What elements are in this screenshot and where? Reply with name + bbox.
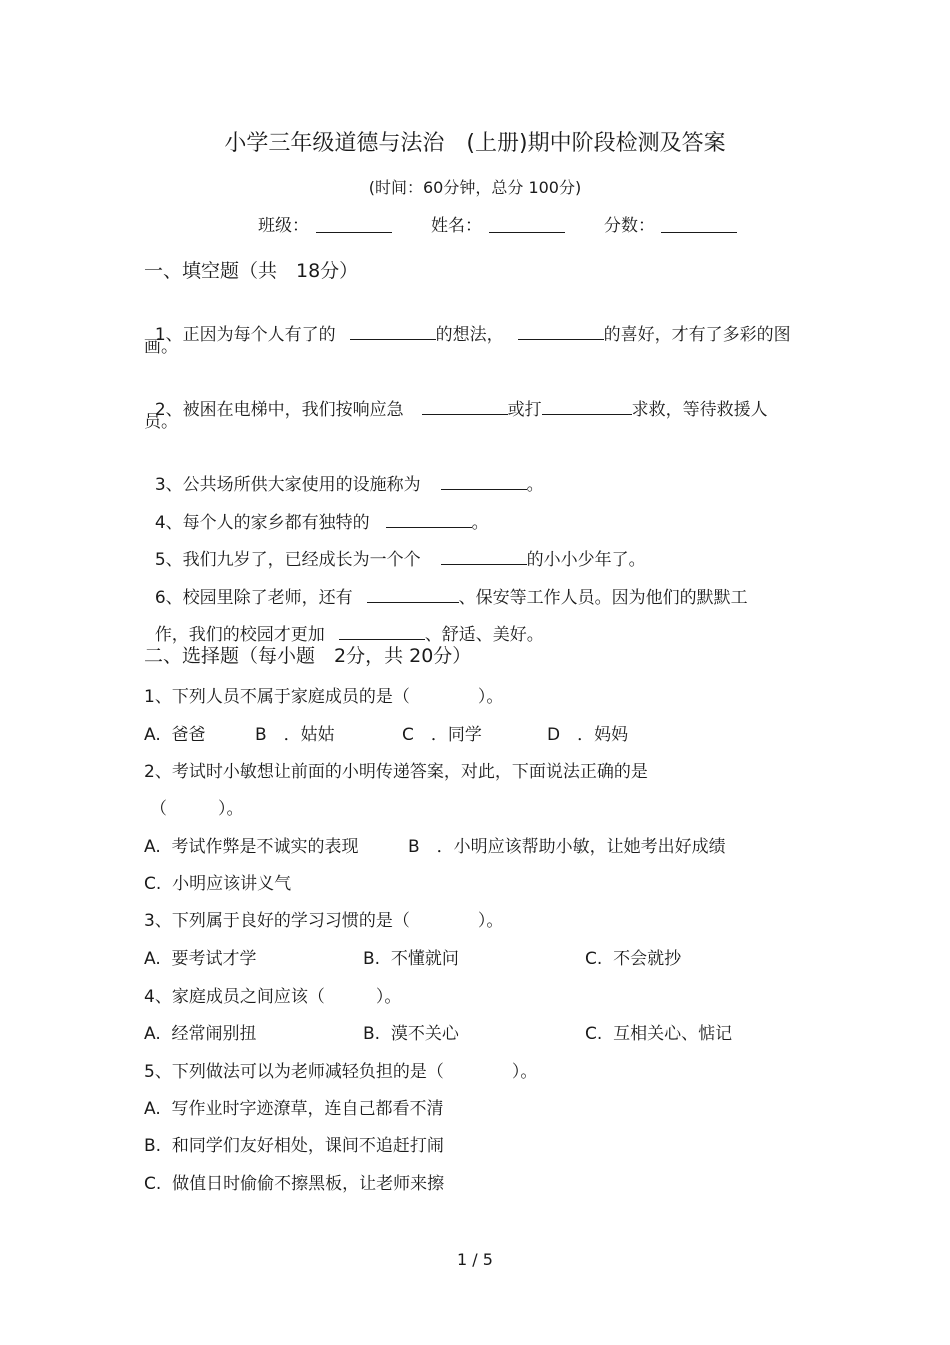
question — [144, 299, 791, 346]
name-blank — [489, 214, 565, 233]
question-text: 的想法， — [435, 325, 504, 345]
option-c: C. 小明应该讲义气 — [144, 874, 292, 894]
question-text: 2、被困在电梯中，我们按响应急 — [154, 400, 404, 420]
page-number: 1 / 5 — [457, 1250, 493, 1269]
question: 4、家庭成员之间应该（ ）。 — [144, 987, 402, 1007]
section1-heading: 一、填空题（共 18分） — [144, 260, 359, 282]
question-text: 。 — [526, 475, 544, 495]
question-continuation: 画。 — [144, 337, 178, 357]
option-b: B ．姑姑 — [255, 725, 335, 745]
question: 1、下列人员不属于家庭成员的是（ ）。 — [144, 687, 504, 707]
option-c: C ．同学 — [402, 725, 482, 745]
answer-blank — [518, 321, 604, 340]
question — [144, 374, 768, 421]
question-text: 作，我们的校园才更加 — [154, 625, 325, 645]
question-text: 1、正因为每个人有了的 — [154, 325, 336, 345]
option-b: B. 不懂就问 — [363, 949, 459, 969]
answer-blank — [542, 396, 632, 415]
name-label: 姓名： — [431, 216, 482, 236]
question-text: 求救，等待救援人 — [631, 400, 768, 420]
option-a: A. 写作业时字迹潦草，连自己都看不清 — [144, 1099, 444, 1119]
section2-heading: 二、选择题（每小题 2分，共 20分） — [144, 645, 472, 667]
option-b: B. 和同学们友好相处，课间不追赶打闹 — [144, 1136, 444, 1156]
class-blank — [316, 214, 392, 233]
question-text: 。 — [471, 513, 489, 533]
question-continuation: 员。 — [144, 412, 178, 432]
score-label: 分数： — [604, 216, 655, 236]
question-text: 、保安等工作人员。因为他们的默默工 — [458, 588, 748, 608]
answer-paren: （ ）。 — [150, 799, 244, 819]
option-a: A. 要考试才学 — [144, 949, 257, 969]
question-text: 的喜好，才有了多彩的图 — [603, 325, 791, 345]
question-text: 4、每个人的家乡都有独特的 — [154, 513, 370, 533]
question-text: 6、校园里除了老师，还有 — [154, 588, 353, 608]
class-label: 班级： — [258, 216, 309, 236]
option-d: D ．妈妈 — [547, 725, 629, 745]
option-c: C. 不会就抄 — [585, 949, 682, 969]
exam-info-time-score: (时间：60分钟，总分 100分) — [368, 178, 582, 197]
question-text: 或打 — [507, 400, 542, 420]
question-text: 5、我们九岁了，已经成长为一个个 — [154, 550, 421, 570]
answer-blank — [350, 321, 436, 340]
question-text: 3、公共场所供大家使用的设施称为 — [154, 475, 421, 495]
question-continuation — [144, 599, 544, 646]
question: 3、下列属于良好的学习习惯的是（ ）。 — [144, 911, 504, 931]
option-a: A. 爸爸 — [144, 725, 206, 745]
question-text: 的小小少年了。 — [526, 550, 646, 570]
option-c: C. 做值日时偷偷不擦黑板，让老师来擦 — [144, 1174, 445, 1194]
question: 2、考试时小敏想让前面的小明传递答案，对此，下面说法正确的是 — [144, 762, 648, 782]
page-title: 小学三年级道德与法治 (上册)期中阶段检测及答案 — [224, 131, 726, 156]
option-a: A. 考试作弊是不诚实的表现 — [144, 837, 359, 857]
question: 5、下列做法可以为老师减轻负担的是（ ）。 — [144, 1062, 538, 1082]
option-b: B ．小明应该帮助小敏，让她考出好成绩 — [408, 837, 726, 857]
score-blank — [661, 214, 737, 233]
option-c: C. 互相关心、惦记 — [585, 1024, 733, 1044]
option-b: B. 漠不关心 — [363, 1024, 459, 1044]
answer-blank — [339, 621, 425, 640]
question-text: 、舒适、美好。 — [424, 625, 544, 645]
option-a: A. 经常闹别扭 — [144, 1024, 257, 1044]
answer-blank — [422, 396, 508, 415]
